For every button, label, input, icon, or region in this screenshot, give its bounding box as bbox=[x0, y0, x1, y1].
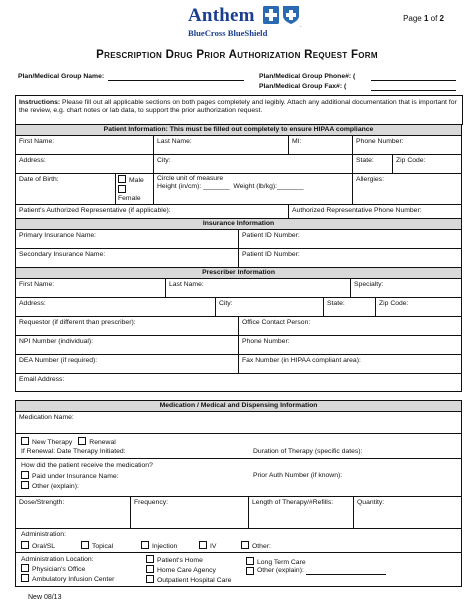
checkbox-icon bbox=[21, 574, 29, 582]
patient-state-field[interactable]: State: bbox=[353, 155, 393, 174]
infusion-center-checkbox[interactable]: Ambulatory Infusion Center bbox=[21, 574, 146, 584]
plan-fax-label: Plan/Medical Group Fax#: ( bbox=[259, 83, 347, 90]
brand-logo-subtitle: BlueCross BlueShield bbox=[188, 28, 268, 38]
prescriber-phone-field[interactable]: Phone Number: bbox=[239, 336, 462, 355]
checkbox-icon bbox=[21, 541, 29, 549]
circle-unit-label: Circle unit of measure bbox=[157, 175, 224, 182]
length-of-therapy-field[interactable]: Length of Therapy/#Refills: bbox=[249, 497, 354, 529]
plan-phone-label: Plan/Medical Group Phone#: ( bbox=[259, 73, 356, 80]
medication-section-heading: Medication / Medical and Dispensing Information bbox=[16, 401, 462, 412]
checkbox-icon bbox=[146, 555, 154, 563]
checkbox-icon bbox=[78, 437, 86, 445]
ltc-checkbox[interactable]: Long Term Care bbox=[246, 557, 386, 567]
auth-rep-phone-field[interactable]: Authorized Representative Phone Number: bbox=[289, 205, 462, 223]
plan-fax-field[interactable] bbox=[371, 83, 456, 91]
checkbox-icon bbox=[21, 564, 29, 572]
male-checkbox[interactable]: Male bbox=[118, 175, 151, 185]
checkbox-icon bbox=[246, 557, 254, 565]
checkbox-icon bbox=[141, 541, 149, 549]
plan-phone-field[interactable] bbox=[371, 73, 456, 81]
prescriber-section-heading: Prescriber Information bbox=[16, 268, 462, 279]
checkbox-icon bbox=[118, 185, 126, 193]
prescriber-state-field[interactable]: State: bbox=[324, 298, 376, 317]
home-care-checkbox[interactable]: Home Care Agency bbox=[146, 565, 246, 575]
checkbox-icon bbox=[21, 437, 29, 445]
location-other-line bbox=[306, 567, 386, 575]
patient-mi-field[interactable]: MI: bbox=[289, 136, 353, 155]
plan-name-field[interactable] bbox=[108, 73, 244, 81]
prescriber-address-field[interactable]: Address: bbox=[16, 298, 216, 317]
topical-checkbox[interactable]: Topical bbox=[81, 541, 141, 551]
primary-insurance-field[interactable]: Primary Insurance Name: bbox=[16, 230, 239, 249]
allergies-field[interactable]: Allergies: bbox=[353, 174, 462, 205]
patient-section bbox=[15, 124, 462, 223]
location-label: Administration Location: bbox=[21, 556, 94, 563]
prescriber-first-name-field[interactable]: First Name: bbox=[16, 279, 166, 298]
patient-section-heading: Patient Information: This must be filled out completely to ensure HIPAA compliance bbox=[16, 125, 462, 136]
paid-under-insurance-checkbox[interactable]: Paid under Insurance Name: bbox=[21, 471, 253, 481]
height-label: Height (in/cm): _______ bbox=[157, 183, 230, 190]
new-therapy-checkbox[interactable]: New Therapy bbox=[21, 437, 72, 447]
iv-checkbox[interactable]: IV bbox=[199, 541, 241, 551]
prescriber-fax-field[interactable]: Fax Number (in HIPAA compliant area): bbox=[239, 355, 462, 374]
patient-phone-field[interactable]: Phone Number: bbox=[353, 136, 462, 155]
requestor-field[interactable]: Requestor (if different than prescriber): bbox=[16, 317, 239, 336]
instructions-box: Instructions: Please fill out all applicable sections on both pages completely and legibly. Attach any additional documentation that is important for the review, e.g. chart notes or lab data, to support the prior authorization request. bbox=[15, 95, 463, 125]
medication-name-field[interactable]: Medication Name: bbox=[16, 412, 462, 434]
checkbox-icon bbox=[21, 471, 29, 479]
checkbox-icon bbox=[146, 565, 154, 573]
prescriber-zip-field[interactable]: Zip Code: bbox=[376, 298, 462, 317]
injection-checkbox[interactable]: Injection bbox=[141, 541, 199, 551]
office-contact-field[interactable]: Office Contact Person: bbox=[239, 317, 462, 336]
brand-logo-text: Anthem bbox=[188, 5, 255, 26]
auth-rep-field[interactable]: Patient's Authorized Representative (if applicable): bbox=[16, 205, 289, 223]
medication-section bbox=[15, 400, 462, 587]
patient-first-name-field[interactable]: First Name: bbox=[16, 136, 154, 155]
prescriber-city-field[interactable]: City: bbox=[216, 298, 324, 317]
patients-home-checkbox[interactable]: Patient's Home bbox=[146, 555, 246, 565]
administration-label: Administration: bbox=[21, 531, 66, 538]
form-version: New 08/13 bbox=[28, 594, 62, 601]
location-other-checkbox[interactable]: Other (explain): bbox=[246, 567, 386, 575]
weight-label: Weight (lb/kg):_______ bbox=[233, 183, 304, 190]
page-number: Page 1 of 2 bbox=[403, 14, 444, 23]
checkbox-icon bbox=[199, 541, 207, 549]
dose-strength-field[interactable]: Dose/Strength: bbox=[16, 497, 131, 529]
cross-logo-icon bbox=[263, 6, 279, 24]
prescriber-specialty-field[interactable]: Specialty: bbox=[351, 279, 462, 298]
npi-field[interactable]: NPI Number (individual): bbox=[16, 336, 239, 355]
patient-city-field[interactable]: City: bbox=[154, 155, 353, 174]
prescriber-section bbox=[15, 267, 462, 392]
female-checkbox[interactable]: Female bbox=[118, 185, 151, 203]
renewal-date-label: If Renewal: Date Therapy Initiated: bbox=[21, 448, 126, 455]
checkbox-icon bbox=[241, 541, 249, 549]
secondary-insurance-field[interactable]: Secondary Insurance Name: bbox=[16, 249, 239, 268]
frequency-field[interactable]: Frequency: bbox=[131, 497, 249, 529]
oral-sl-checkbox[interactable]: Oral/SL bbox=[21, 541, 81, 551]
patient-address-field[interactable]: Address: bbox=[16, 155, 154, 174]
prescriber-last-name-field[interactable]: Last Name: bbox=[166, 279, 351, 298]
patient-last-name-field[interactable]: Last Name: bbox=[154, 136, 289, 155]
received-other-checkbox[interactable]: Other (explain): bbox=[21, 481, 458, 491]
admin-other-checkbox[interactable]: Other: bbox=[241, 541, 271, 551]
checkbox-icon bbox=[246, 567, 254, 575]
renewal-checkbox[interactable]: Renewal bbox=[78, 437, 115, 447]
prior-auth-label: Prior Auth Number (if known): bbox=[253, 472, 343, 479]
physician-office-checkbox[interactable]: Physician's Office bbox=[21, 564, 146, 574]
checkbox-icon bbox=[118, 175, 126, 183]
insurance-section bbox=[15, 218, 462, 268]
registered-mark: . bbox=[300, 23, 302, 29]
patient-dob-field[interactable]: Date of Birth: bbox=[16, 174, 116, 205]
form-title: Prescription Drug Prior Authorization Request Form bbox=[96, 49, 378, 61]
received-question: How did the patient receive the medication? bbox=[21, 462, 153, 469]
quantity-field[interactable]: Quantity: bbox=[354, 497, 462, 529]
duration-label: Duration of Therapy (specific dates): bbox=[253, 448, 363, 455]
height-weight-field[interactable] bbox=[154, 174, 353, 205]
shield-logo-icon bbox=[282, 5, 300, 25]
insurance-section-heading: Insurance Information bbox=[16, 219, 462, 230]
email-field[interactable]: Email Address: bbox=[16, 374, 462, 392]
checkbox-icon bbox=[81, 541, 89, 549]
patient-zip-field[interactable]: Zip Code: bbox=[393, 155, 462, 174]
checkbox-icon bbox=[146, 575, 154, 583]
outpatient-checkbox[interactable]: Outpatient Hospital Care bbox=[146, 575, 246, 585]
dea-field[interactable]: DEA Number (if required): bbox=[16, 355, 239, 374]
secondary-patient-id-field[interactable]: Patient ID Number: bbox=[239, 249, 462, 268]
plan-name-label: Plan/Medical Group Name: bbox=[18, 73, 105, 80]
checkbox-icon bbox=[21, 481, 29, 489]
primary-patient-id-field[interactable]: Patient ID Number: bbox=[239, 230, 462, 249]
